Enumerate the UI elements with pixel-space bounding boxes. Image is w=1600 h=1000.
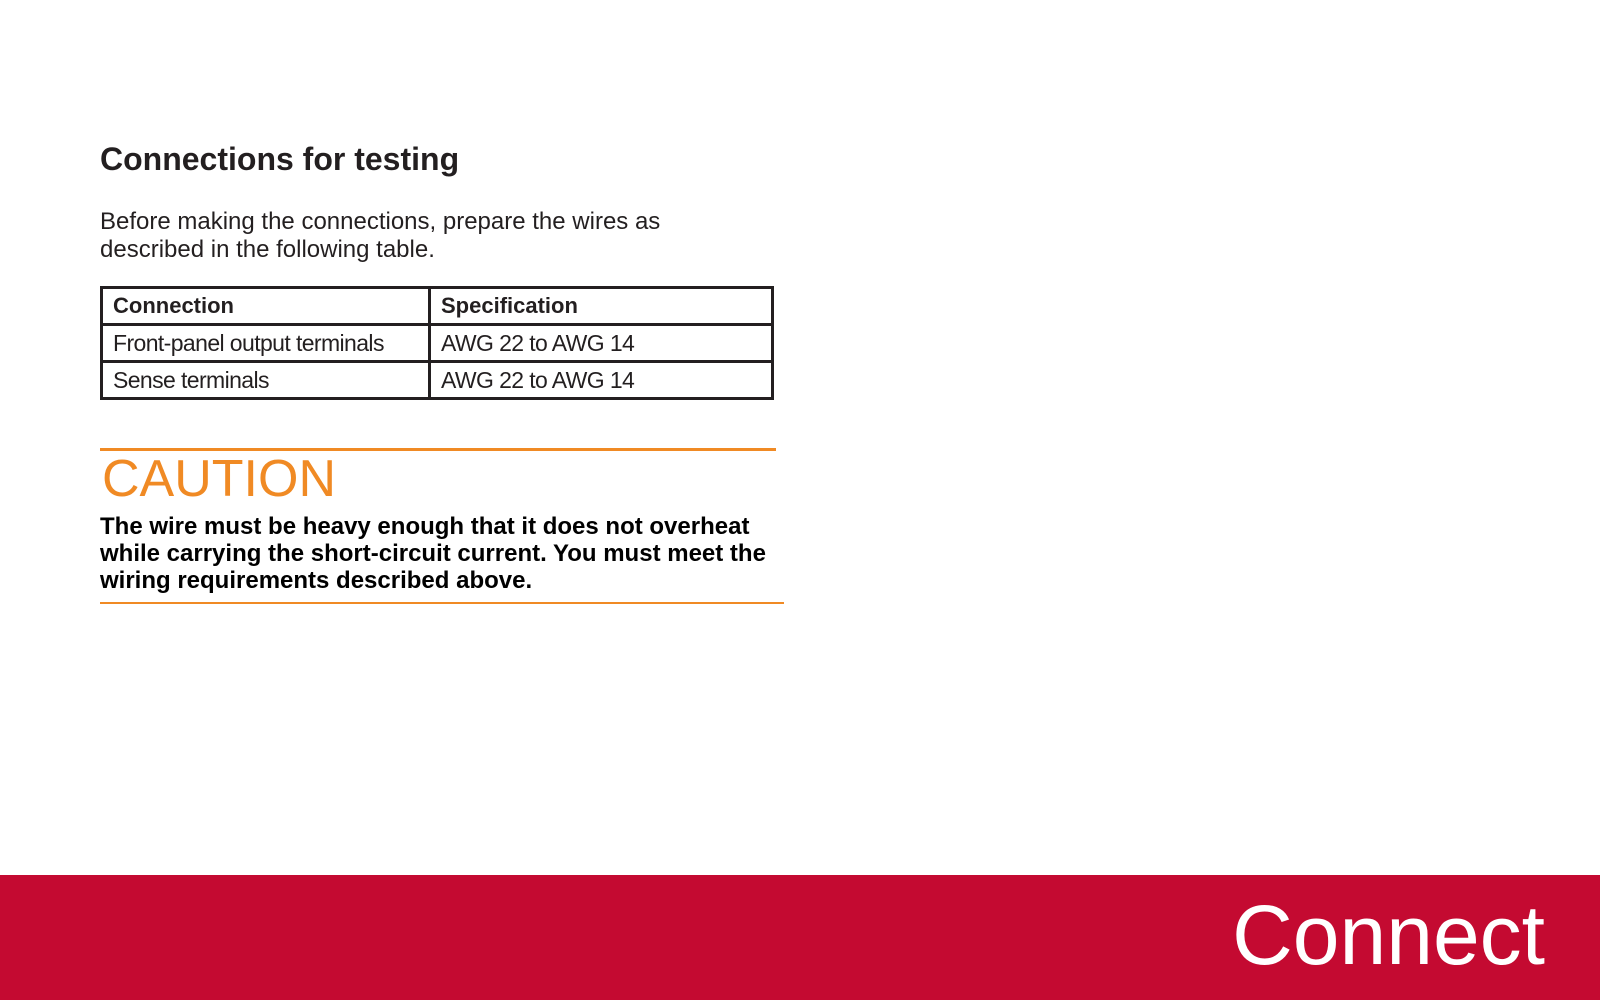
table-cell-connection: Sense terminals <box>102 362 430 399</box>
table-header-row <box>102 288 773 325</box>
caution-title: CAUTION <box>102 450 336 509</box>
footer-title: Connect <box>1232 888 1545 982</box>
table-cell-specification: AWG 22 to AWG 14 <box>430 362 773 399</box>
table-row <box>102 325 773 362</box>
footer-bar <box>0 875 1600 1000</box>
caution-box <box>100 448 776 604</box>
table-cell-specification: AWG 22 to AWG 14 <box>430 325 773 362</box>
wire-spec-table <box>100 286 774 400</box>
caution-bottom-rule <box>100 602 784 604</box>
caution-text: The wire must be heavy enough that it does not overheat while carrying the short-circuit current. You must meet the wiring requirements described above. <box>100 513 766 595</box>
table-row <box>102 362 773 399</box>
document-content <box>100 140 790 604</box>
table-cell-connection: Front-panel output terminals <box>102 325 430 362</box>
intro-paragraph: Before making the connections, prepare the wires as described in the following table. <box>100 208 661 264</box>
section-title: Connections for testing <box>100 141 460 177</box>
column-header-connection: Connection <box>102 288 430 325</box>
column-header-specification: Specification <box>430 288 773 325</box>
